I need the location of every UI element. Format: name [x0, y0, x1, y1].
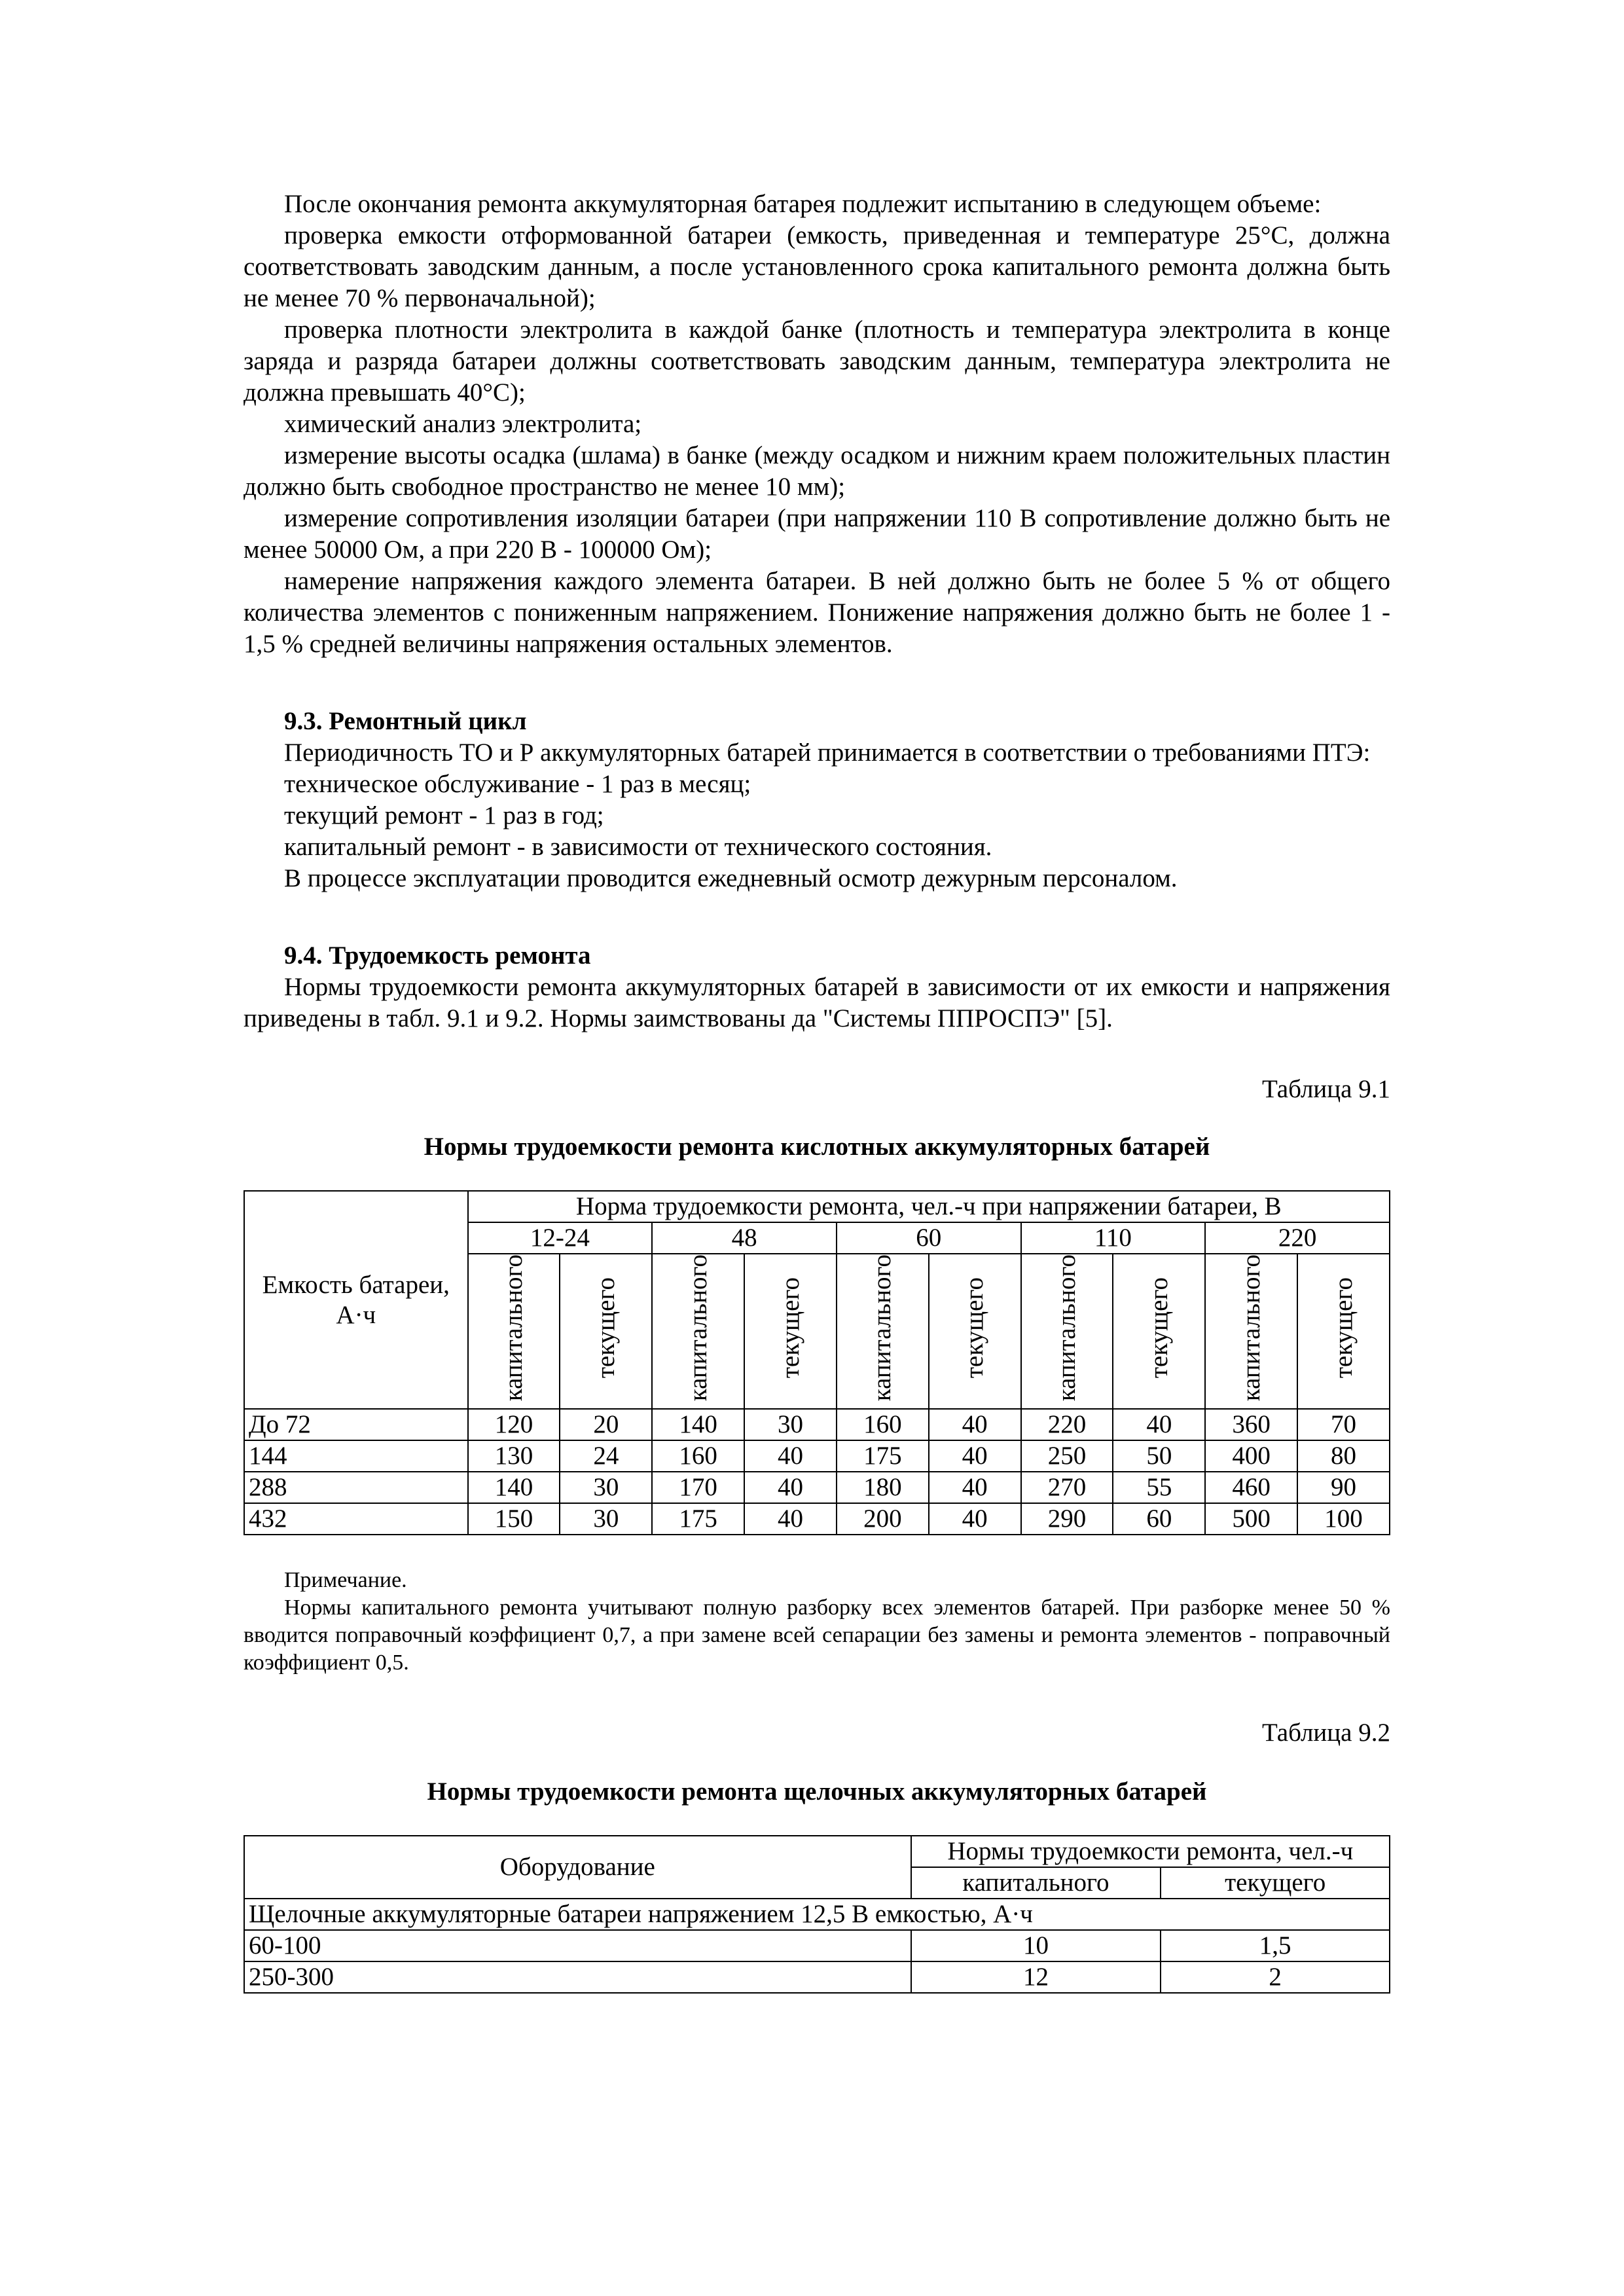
header-label: капитального: [1236, 1254, 1265, 1402]
paragraph: химический анализ электролита;: [284, 410, 642, 438]
header-label: капитального: [868, 1254, 897, 1402]
paragraph: намерение напряжения каждого элемента батареи. В ней должно быть не более 5 % от общего количества элементов с пониженным напряжением. Понижение напряжения должно быть не более 1 - 1,5 % средней величины напряжения остальных элементов.: [244, 567, 1390, 658]
cell: 30: [744, 1409, 837, 1440]
table-alkaline-batteries: [244, 1835, 1390, 1994]
cell: 270: [1021, 1472, 1113, 1503]
cell: 290: [1021, 1503, 1113, 1535]
cell: 30: [560, 1503, 652, 1535]
header-label: текущего: [591, 1277, 620, 1379]
cell: 180: [837, 1472, 929, 1503]
note-text: Нормы капитального ремонта учитывают полную разборку всех элементов батарей. При разборке менее 50 % вводится поправочный коэффициент 0,7, а при замене всей сепарации без замены и ремонта элементов - поправочный коэффициент 0,5.: [244, 1595, 1390, 1675]
cell: 175: [652, 1503, 744, 1535]
header-voltage: 110: [1021, 1222, 1206, 1254]
cell: 24: [560, 1440, 652, 1472]
header-current: [744, 1254, 837, 1409]
section-9-3: [244, 706, 1390, 894]
header-current: [560, 1254, 652, 1409]
cell: 60: [1113, 1503, 1205, 1535]
table-note: [244, 1567, 1390, 1677]
header-group: Нормы трудоемкости ремонта, чел.-ч: [911, 1836, 1390, 1867]
header-capital: [652, 1254, 744, 1409]
cell: 160: [837, 1409, 929, 1440]
header-capital: капитального: [911, 1867, 1161, 1899]
table-row: [244, 1409, 1390, 1440]
cell: 40: [744, 1503, 837, 1535]
row-label: До 72: [244, 1409, 468, 1440]
table-title: Нормы трудоемкости ремонта кислотных аккумуляторных батарей: [424, 1133, 1210, 1161]
cell: 500: [1205, 1503, 1297, 1535]
row-label: 288: [244, 1472, 468, 1503]
paragraph: текущий ремонт - 1 раз в год;: [284, 801, 604, 829]
cell: 400: [1205, 1440, 1297, 1472]
header-current: [929, 1254, 1021, 1409]
cell: 10: [911, 1930, 1161, 1961]
cell: 40: [744, 1440, 837, 1472]
cell: 175: [837, 1440, 929, 1472]
header-voltage: 48: [652, 1222, 837, 1254]
row-label: 250-300: [244, 1961, 911, 1993]
table-caption: Таблица 9.2: [1261, 1719, 1390, 1747]
cell: 360: [1205, 1409, 1297, 1440]
cell: 30: [560, 1472, 652, 1503]
paragraph: В процессе эксплуатации проводится ежедневный осмотр дежурным персоналом.: [284, 864, 1178, 892]
section-9-4: [244, 940, 1390, 1034]
cell: 140: [652, 1409, 744, 1440]
header-capital: [468, 1254, 560, 1409]
paragraph: техническое обслуживание - 1 раз в месяц;: [284, 770, 751, 798]
header-current: текущего: [1161, 1867, 1390, 1899]
section-heading: 9.4. Трудоемкость ремонта: [284, 941, 591, 970]
cell: 50: [1113, 1440, 1205, 1472]
table-row: [244, 1503, 1390, 1535]
paragraph: проверка плотности электролита в каждой банке (плотность и температура электролита в конце заряда и разряда батареи должны соответствовать заводским данным, температура электролита не должна превышать 40°С);: [244, 316, 1390, 407]
cell: 160: [652, 1440, 744, 1472]
cell: 200: [837, 1503, 929, 1535]
header-voltage: 12-24: [468, 1222, 653, 1254]
table-acid-batteries: [244, 1190, 1390, 1535]
header-capital: [1021, 1254, 1113, 1409]
header-current: [1113, 1254, 1205, 1409]
row-label: 60-100: [244, 1930, 911, 1961]
cell: 130: [468, 1440, 560, 1472]
paragraph: измерение сопротивления изоляции батареи (при напряжении 110 В сопротивление должно быть не менее 50000 Ом, а при 220 В - 100000 Ом);: [244, 504, 1390, 564]
table-caption: Таблица 9.1: [1261, 1075, 1390, 1103]
paragraph: измерение высоты осадка (шлама) в банке (между осадком и нижним краем положительных пластин должно быть свободное пространство не менее 10 мм);: [244, 441, 1390, 501]
row-label: 144: [244, 1440, 468, 1472]
cell: 40: [929, 1409, 1021, 1440]
cell: 20: [560, 1409, 652, 1440]
header-label: капитального: [1052, 1254, 1081, 1402]
cell: 460: [1205, 1472, 1297, 1503]
table-title: Нормы трудоемкости ремонта щелочных аккумуляторных батарей: [427, 1777, 1207, 1806]
cell: 40: [929, 1503, 1021, 1535]
cell: 40: [929, 1472, 1021, 1503]
header-label: капитального: [683, 1254, 712, 1402]
table-row: [244, 1472, 1390, 1503]
table-row: [244, 1961, 1390, 1993]
cell: 140: [468, 1472, 560, 1503]
cell: 250: [1021, 1440, 1113, 1472]
header-capital: [837, 1254, 929, 1409]
intro-section: [244, 189, 1390, 660]
cell: 40: [929, 1440, 1021, 1472]
header-label: капитального: [499, 1254, 528, 1402]
paragraph: Периодичность ТО и Р аккумуляторных батарей принимается в соответствии о требованиями ПТЭ:: [284, 738, 1371, 767]
header-equipment: Оборудование: [244, 1836, 911, 1899]
table-row: [244, 1930, 1390, 1961]
cell: 1,5: [1161, 1930, 1390, 1961]
cell: 55: [1113, 1472, 1205, 1503]
cell: 40: [1113, 1409, 1205, 1440]
paragraph: проверка емкости отформованной батареи (емкость, приведенная и температуре 25°С, должна соответствовать заводским данным, а после установленного срока капитального ремонта должна быть не менее 70 % первоначальной);: [244, 221, 1390, 312]
cell: 220: [1021, 1409, 1113, 1440]
header-capacity: Емкость батареи, А·ч: [244, 1191, 468, 1409]
header-label: текущего: [1144, 1277, 1173, 1379]
header-group: Норма трудоемкости ремонта, чел.-ч при напряжении батареи, В: [468, 1191, 1390, 1222]
cell: 70: [1297, 1409, 1390, 1440]
header-capital: [1205, 1254, 1297, 1409]
paragraph: После окончания ремонта аккумуляторная батарея подлежит испытанию в следующем объеме:: [284, 190, 1322, 218]
cell: 100: [1297, 1503, 1390, 1535]
cell: 12: [911, 1961, 1161, 1993]
header-label: текущего: [776, 1277, 804, 1379]
cell: 90: [1297, 1472, 1390, 1503]
section-row: Щелочные аккумуляторные батареи напряжением 12,5 В емкостью, А·ч: [244, 1899, 1390, 1930]
header-voltage: 220: [1205, 1222, 1390, 1254]
cell: 40: [744, 1472, 837, 1503]
document-page: [244, 189, 1390, 1994]
table-row: [244, 1440, 1390, 1472]
cell: 120: [468, 1409, 560, 1440]
cell: 80: [1297, 1440, 1390, 1472]
row-label: 432: [244, 1503, 468, 1535]
header-label: текущего: [1329, 1277, 1358, 1379]
paragraph: капитальный ремонт - в зависимости от технического состояния.: [284, 833, 992, 861]
header-current: [1297, 1254, 1390, 1409]
paragraph: Нормы трудоемкости ремонта аккумуляторных батарей в зависимости от их емкости и напряжения приведены в табл. 9.1 и 9.2. Нормы заимствованы да "Системы ППРОСПЭ" [5].: [244, 973, 1390, 1032]
header-voltage: 60: [837, 1222, 1021, 1254]
note-title: Примечание.: [284, 1568, 407, 1593]
section-heading: 9.3. Ремонтный цикл: [284, 707, 527, 735]
header-label: текущего: [960, 1277, 989, 1379]
cell: 170: [652, 1472, 744, 1503]
cell: 2: [1161, 1961, 1390, 1993]
cell: 150: [468, 1503, 560, 1535]
